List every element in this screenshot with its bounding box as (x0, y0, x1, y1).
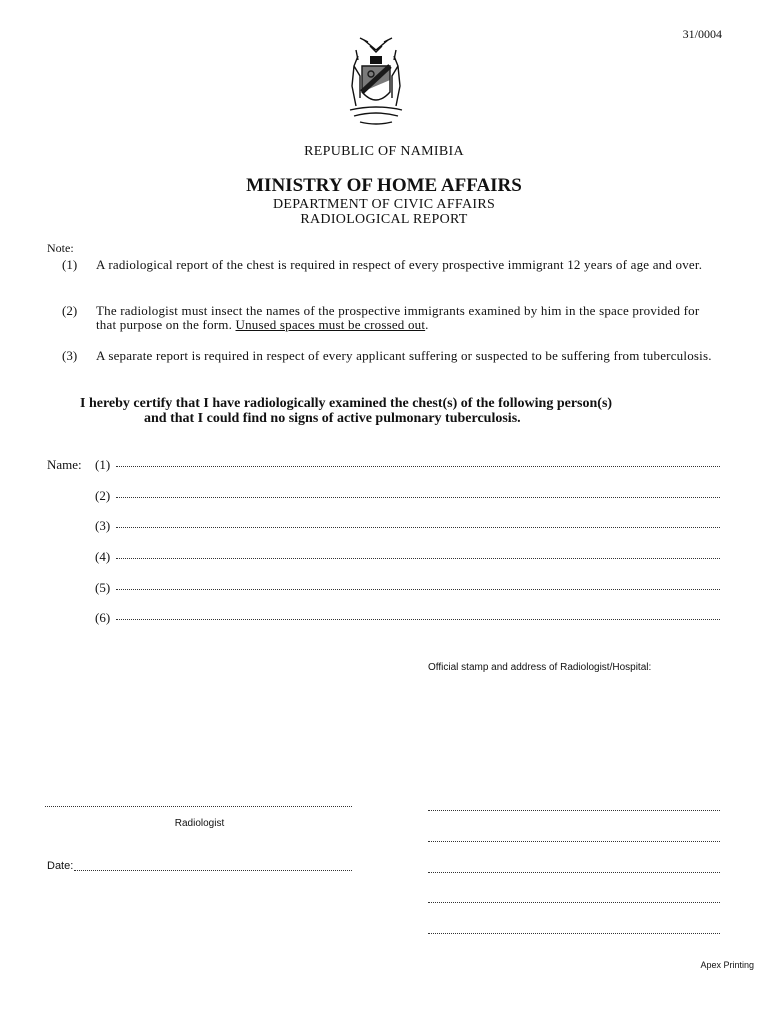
name-field-3[interactable] (116, 527, 720, 528)
note-text: A radiological report of the chest is required in respect of every prospective immigrant 12 years of age and over. (96, 257, 703, 272)
name-field-1[interactable] (116, 466, 720, 467)
name-row-number: (3) (95, 518, 111, 533)
radiologist-signature-field[interactable] (45, 806, 352, 807)
name-row-number: (4) (95, 549, 111, 564)
name-field-6[interactable] (116, 619, 720, 620)
name-field-4[interactable] (116, 558, 720, 559)
stamp-address-line-1[interactable] (428, 810, 720, 811)
date-field[interactable] (74, 870, 352, 871)
date-label: Date: (47, 860, 74, 872)
report-title: RADIOLOGICAL REPORT (300, 212, 468, 227)
certification-line-1: I hereby certify that I have radiologically examined the chest(s) of the following person(s) (80, 396, 613, 411)
name-label: Name: (47, 457, 82, 472)
certification-line-2: and that I could find no signs of active pulmonary tuberculosis. (144, 411, 521, 426)
printer-credit: Apex Printing (700, 960, 754, 970)
name-field-2[interactable] (116, 497, 720, 498)
coat-of-arms-icon (336, 36, 416, 132)
form-number: 31/0004 (682, 27, 722, 41)
stamp-address-line-2[interactable] (428, 841, 720, 842)
ministry-title: MINISTRY OF HOME AFFAIRS (246, 175, 522, 196)
department-title: DEPARTMENT OF CIVIC AFFAIRS (272, 197, 496, 212)
note-text-end: . (425, 317, 429, 332)
note-text (96, 304, 716, 332)
stamp-address-line-5[interactable] (428, 933, 720, 934)
name-field-5[interactable] (116, 589, 720, 590)
note-label: Note: (47, 241, 74, 255)
note-text: A separate report is required in respect of every applicant suffering or suspected to be suffering from tuberculosis. (96, 348, 712, 363)
stamp-address-label: Official stamp and address of Radiologist/Hospital: (428, 662, 652, 673)
name-row-number: (2) (95, 488, 111, 503)
note-text-main: The radiologist must insect the names of the prospective immigrants examined by him in the space provided for that purpose on the form. (96, 303, 700, 332)
country-name: REPUBLIC OF NAMIBIA (304, 144, 464, 159)
name-row-number: (5) (95, 580, 111, 595)
name-row-number: (6) (95, 610, 111, 625)
name-row-number: (1) (95, 457, 111, 472)
note-number: (2) (62, 303, 78, 318)
radiologist-label: Radiologist (174, 818, 225, 829)
note-text-underlined: Unused spaces must be crossed out (235, 317, 426, 332)
stamp-address-line-3[interactable] (428, 872, 720, 873)
stamp-address-line-4[interactable] (428, 902, 720, 903)
note-number: (3) (62, 348, 78, 363)
note-number: (1) (62, 257, 78, 272)
